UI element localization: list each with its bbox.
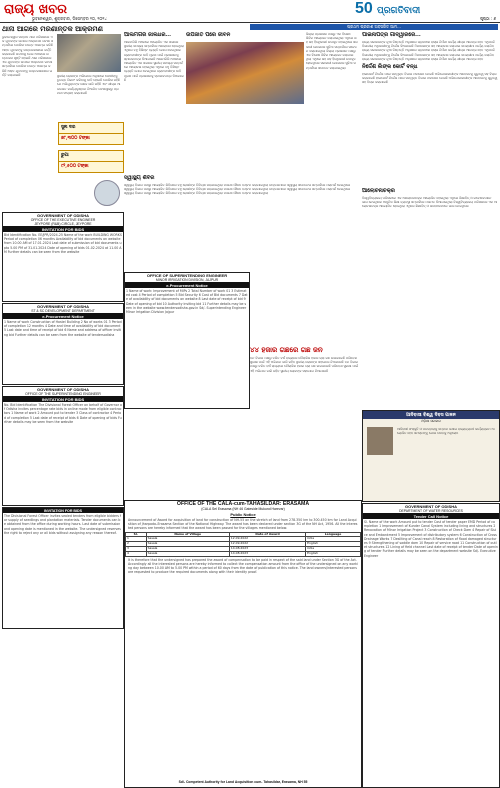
trees-headline: ୪୪ ହଜାର ଗଛରେ ଗଛ ଜନ xyxy=(250,345,323,354)
article-right xyxy=(362,32,498,187)
page-number: ପୃଷ୍ଠା : ୬ xyxy=(480,16,496,21)
table-cell: 14.08.2023 xyxy=(229,547,305,552)
tribal-ad-title: ଆଦିବାସୀ ବିଶ୍ୱ ଦିବସ ପାଳନ xyxy=(363,411,499,419)
col2-body: ଆଲମଗିରି ଅଞ୍ଚଳରେ ଆୟୋଜିତ ଏକ ସଭାରେ ସ୍ଥାନୀୟ ସମସ୍ୟା ସମ୍ପର୍କରେ ଆଲୋଚନା ହୋଇଥିଲା ଏଥିରେ ବହୁ ବିଶିଷ୍ଟ ବ୍ୟକ୍ତି ଯୋଗ ଦେଇଥିଲେ ଗ୍ରାମବାସୀଙ୍କ ଦାବି ପୂରଣ ପାଇଁ ପ୍ରଶାସନକୁ ସ୍ମାରକପତ୍ର ଦିଆଯାଇଛି ଆଲମଗିରି ଅଞ୍ଚଳରେ ଆୟୋଜିତ ଏକ ସଭାରେ ସ୍ଥାନୀୟ ସମସ୍ୟା ସମ୍ପର୍କରେ ଆଲୋଚନା ହୋଇଥିଲା ଏଥିରେ ବହୁ ବିଶିଷ୍ଟ ବ୍ୟକ୍ତି ଯୋଗ ଦେଇଥିଲେ ଗ୍ରାମବାସୀଙ୍କ ଦାବି ପୂରଣ ପାଇଁ ପ୍ରଶାସନକୁ ସ୍ମାରକପତ୍ର ଦିଆଯାଇଛି xyxy=(124,40,184,82)
ad4-title: GOVERNMENT OF ODISHA xyxy=(36,387,89,392)
disc-headline: ଆଲୋଚନାଚକ୍ର xyxy=(362,188,395,194)
award-table-col-header: Name of Village xyxy=(146,532,229,537)
lead-headline: ଥାନା ଆଗରେ ମରଣାନ୍ତକ ଆକ୍ରମଣ xyxy=(2,24,103,33)
masthead xyxy=(0,0,500,22)
ad2-title: OFFICE OF SUPERINTENDING ENGINEER xyxy=(146,273,228,278)
award-table-col-header: Date of Award xyxy=(229,532,305,537)
table-cell: Sasala xyxy=(146,551,229,556)
table-cell: 12.09.2022 xyxy=(229,542,305,547)
ad6-title: GOVERNMENT OF ODISHA xyxy=(404,504,457,509)
col3-headline: ଉପଜାତି ପରେ ଜୀବନ xyxy=(186,32,231,38)
lead-body: ଭୁବନେଶ୍ୱର ସମ୍ବାଦ ଥାନା ପରିସରରେ ଏକ ଯୁବକଙ୍କ ଉପରେ ଆକ୍ରମଣ ଘଟଣା ସମ୍ପର୍କରେ ପୋଲିସ ତଦନ୍ତ ଆରମ୍ଭ କରିଛି ଆହତ ଯୁବକଙ୍କୁ ଡାକ୍ତରଖାନାରେ ଭର୍ତ୍ତି କରାଯାଇଛି ଘଟଣାକୁ ନେଇ ଅଞ୍ଚଳରେ ଉତ୍ତେଜନା ସୃଷ୍ଟି ହୋଇଛି ଥାନା ପରିସରରେ ଏକ ଯୁବକଙ୍କ ଉପରେ ଆକ୍ରମଣ ଘଟଣା ସମ୍ପର୍କରେ ପୋଲିସ ତଦନ୍ତ ଆରମ୍ଭ କରିଛି ଆହତ ଯୁବକଙ୍କୁ ଡାକ୍ତରଖାନାରେ ଭର୍ତ୍ତି କରାଯାଇଛି xyxy=(2,35,54,77)
ad3-body: 1 Name of work Construction of Hostel Building 2 No of works 01 3 Period of completion 12 months 4 Date and time of availability of bid document 5 Last date and time of receipt of bid 6 Name and address of officer inviting bid Further details can be seen from the website of tendersodisha xyxy=(4,320,122,337)
ad5-band: Public Notice xyxy=(125,511,361,517)
lead-body-2: ସ୍ଥାନୀୟ ଲୋକଙ୍କ ଅଭିଯୋଗ ଅନୁସାରେ ଦୋଷୀଙ୍କୁ ତୁରନ୍ତ ଗିରଫ କରିବାକୁ ଦାବି ହୋଇଛି ପୋଲିସ କହିଛି ଯେ ଅଭିଯୁକ୍ତଙ୍କ ଖୋଜ ଜାରି ରହିଛି ଏବଂ ଶୀଘ୍ର ଆଇନଗତ କାର୍ଯ୍ୟାନୁଷ୍ଠାନ ନିଆଯିବ ଘଟଣାସ୍ଥଳରୁ ପ୍ରମାଣ ସଂଗ୍ରହ କରାଯାଇଛି xyxy=(57,74,121,95)
ad1-band: INVITATION FOR BIDS xyxy=(3,226,123,232)
table-cell: Sasala xyxy=(146,547,229,552)
tender-ad-4 xyxy=(2,386,124,506)
coin-icon xyxy=(94,180,120,206)
supplement-banner: ପ୍ରଥମ ପ୍ରକାଶ ଅବସରିତ ଆମ... xyxy=(250,24,498,30)
event-photo xyxy=(186,42,304,104)
award-table-col-header: Language xyxy=(306,532,361,537)
article-trees xyxy=(250,345,360,465)
ad6-subtitle: DEPARTMENT OF WATER RESOURCES xyxy=(399,509,463,513)
right-body: ରାଜ୍ୟ ସରକାରଙ୍କ ନୂଆ ନିଷ୍ପତ୍ତି ଅନୁସାରେ ଗ୍ରାମାଞ୍ଚଳ ରାସ୍ତା ନିର୍ମାଣ କାର୍ଯ୍ୟ ଶୀଘ୍ର ଆରମ୍ଭ ହେବ ଏଥିପାଇଁ ବିଭାଗୀୟ ଅଧିକାରୀଙ୍କୁ ନିର୍ଦ୍ଦେଶ ଦିଆଯାଇଛି ଠିକାଦାରଙ୍କ ସହ ଆଲୋଚନା କରାଯାଇ ସମୟସୀମା ଧାର୍ଯ୍ୟ କରାଯିବ ରାଜ୍ୟ ସରକାରଙ୍କ ନୂଆ ନିଷ୍ପତ୍ତି ଅନୁସାରେ ଗ୍ରାମାଞ୍ଚଳ ରାସ୍ତା ନିର୍ମାଣ କାର୍ଯ୍ୟ ଶୀଘ୍ର ଆରମ୍ଭ ହେବ ଏଥିପାଇଁ ବିଭାଗୀୟ ଅଧିକାରୀଙ୍କୁ ନିର୍ଦ୍ଦେଶ ଦିଆଯାଇଛି ଠିକାଦାରଙ୍କ ସହ ଆଲୋଚନା କରାଯାଇ ସମୟସୀମା ଧାର୍ଯ୍ୟ କରାଯିବ ରାଜ୍ୟ ସରକାରଙ୍କ ନୂଆ ନିଷ୍ପତ୍ତି ଅନୁସାରେ ଗ୍ରାମାଞ୍ଚଳ ରାସ୍ତା ନିର୍ମାଣ କାର୍ଯ୍ୟ ଶୀଘ୍ର ଆରମ୍ଭ ହେବ xyxy=(362,40,495,61)
gold-price-label: ସୁନା ଦର xyxy=(58,122,124,134)
ad5-body-2: It is therefore that the undersigned has prepared the award of compensation to be paid in respect of the said land under Section 3G of the Act. Accordingly all the interested persons are hereby informed to collect the compensation amount from the office of the undersigned on any working day between 10.00 AM to 5.00 PM within a period of 60 days from the date of publication of this notice. The land owners/interested persons are requested to produce the required documents along with their identity proof. xyxy=(128,557,358,575)
ad2-body: 1 Name of work: Improvement of MIPs 2 Total Number of work 01 3 Estimated cost 4 Period of completion 5 Bid Security 6 Cost of Bid documents 7 Date of availability of bid documents on website 8 Last date of receipt of bid 9 Date of opening of bid 10 Authority inviting bid 11 Further details may be seen in the website www.tendersodisha.gov.in Sd/- Superintending Engineer Minor Irrigation Division Jajpur xyxy=(126,289,248,315)
article-mid xyxy=(124,175,360,270)
table-cell: 2 xyxy=(126,542,147,547)
article-col2 xyxy=(124,32,184,172)
ad-left-bottom-band: INVITATION FOR BIDS xyxy=(3,508,123,513)
article-disc xyxy=(362,188,498,270)
tender-ad-water xyxy=(362,503,500,788)
table-cell: 12.09.2022 xyxy=(229,537,305,542)
ad1-body: Bid Identification No. EE/JPR/2024-25 Name of the work BUILDING WORKS Period of completion 06 months Availability of bid documents on website from 10.00 AM of 17.01.2024 Last date of submission of bid documents upto 5.00 PM of 31.01.2024 Date of opening of bids 01.02.2024 at 11.00 AM Further details can be seen from the website xyxy=(4,233,122,254)
table-row xyxy=(126,551,361,556)
silver-price-label: ରୁପା xyxy=(58,150,124,162)
ad4-body: No. Bid Identification The Divisional Forest Officer on behalf of Governor of Odisha invites percentage rate bids in online mode from eligible contractors 1 Name of work 2 Amount put to tender 3 Class of contractor 4 Period of completion 5 Last date of receipt of bids 6 Date of opening of bids Further details may be seen from the website xyxy=(4,403,122,424)
portrait-photo xyxy=(367,427,393,455)
public-notice-ad xyxy=(124,500,362,788)
mid-headline: ସ୍ୱାସ୍ଥ୍ୟ ଶିବିର xyxy=(124,175,155,181)
table-cell: English xyxy=(306,542,361,547)
ad-left-bottom-body: The Divisional Forest Officer invites sealed tenders from eligible bidders for supply of seedlings and plantation materials. Tender documents can be obtained from the office during working hours. Last date of submission and opening date is mentioned in the website. The undersigned reserves the right to reject any or all bids without assigning any reason thereof. xyxy=(4,514,122,535)
ad6-body: Sl. Name of the work Amount put to tender Cost of tender paper EMD Period of completion 1 Improvement of Kunder Canal System including lining and structures 2 Renovation of Minor Irrigation Project 3 Construction of Check Dam 4 Repair of Sluice and Embankment 5 Improvement of distributary system 6 Construction of Cross Drainage Works 7 Desilting of Canal reach 8 Restoration of flood damaged structures 9 Strengthening of saddle dam 10 Repair of service road 11 Construction of outlet structures 12 Lining of field channel Last date of receipt of tender Date of opening of tender Further details may be seen on the department website Sd/- Executive Engineer xyxy=(364,520,498,558)
ad1-subtitle: OFFICE OF THE EXECUTIVE ENGINEER xyxy=(30,218,96,222)
award-table xyxy=(125,532,361,557)
col4-body: ଜିଲ୍ଲା ପ୍ରଶାସନ ପକ୍ଷରୁ ଏକ ବିଶେଷ ଶିବିର ଆୟୋଜନ କରାଯାଇଥିଲା ଏଥିରେ ଶହ ଶହ ହିତାଧିକାରୀ ଉପକୃତ ହୋଇଥିଲେ ସରକାରୀ ଯୋଜନାର ସୁବିଧା ସମ୍ପର୍କରେ ସଚେତନ କରାଯାଇଥିଲା ଜିଲ୍ଲା ପ୍ରଶାସନ ପକ୍ଷରୁ ଏକ ବିଶେଷ ଶିବିର ଆୟୋଜନ କରାଯାଇଥିଲା ଏଥିରେ ଶହ ଶହ ହିତାଧିକାରୀ ଉପକୃତ ହୋଇଥିଲେ ସରକାରୀ ଯୋଜନାର ସୁବିଧା ସମ୍ପର୍କରେ ସଚେତନ କରାଯାଇଥିଲା xyxy=(306,32,358,70)
tender-ad-1 xyxy=(2,212,124,302)
ad6-band: Tender Call Notice xyxy=(363,513,499,519)
ad5-footer: Sd/- Competent Authority for Land Acquisition cum- Tahasildar, Erasama, NH 55 xyxy=(178,780,308,784)
brand-name: ପ୍ରଗତିବାଦୀ xyxy=(377,6,421,16)
dateline: ଭୁବନେଶ୍ୱର, ଶୁକ୍ରବାର, ଡିସେମ୍ବର ୨୦, ୨୦୨୪ xyxy=(32,16,107,21)
ad3-title: GOVERNMENT OF ODISHA xyxy=(36,304,89,309)
table-cell: Odia xyxy=(306,537,361,542)
tribal-ad-body: ଆଦିବାସୀ ସଂସ୍କୃତି ଓ ପରମ୍ପରାକୁ ସମ୍ମାନ ଜଣାଇ ରାଜ୍ୟବ୍ୟାପୀ କାର୍ଯ୍ୟକ୍ରମ ଆୟୋଜିତ ହେବ ସମସ୍ତଙ୍କୁ ଯୋଗ ଦେବାକୁ ଅନୁରୋଧ xyxy=(397,427,495,436)
table-cell: Sasala xyxy=(146,542,229,547)
table-cell: Odia xyxy=(306,547,361,552)
tender-ad-3 xyxy=(2,303,124,385)
ad2-subtitle: MINOR IRRIGATION DIVISION, JAJPUR xyxy=(155,278,219,282)
award-table-col-header: Sl. xyxy=(126,532,147,537)
ad5-title: OFFICE OF THE CALA-cum-TAHASILDAR: ERASAMA xyxy=(176,501,310,507)
tender-ad-left-bottom xyxy=(2,507,124,629)
table-cell: Sasala xyxy=(146,537,229,542)
table-cell: 3 xyxy=(126,547,147,552)
ad3-subtitle: ST & SC DEVELOPMENT DEPARTMENT xyxy=(31,309,95,313)
right-subheadline: ନିର୍ଦ୍ଦେଶ ଲିଙ୍କ କୋର୍ଟ ବନ୍ଧ xyxy=(362,64,418,71)
silver-price-value: ୯୨,୫୦୦ ଟଙ୍କା xyxy=(58,161,124,173)
table-cell: English xyxy=(306,551,361,556)
ad1-title: GOVERNMENT OF ODISHA xyxy=(36,213,89,218)
ad2-band: e-Procurement Notice xyxy=(125,282,249,288)
ad5-subtitle: (CALA Sel Erasama (NH 46 Gateside Mukund Harevar) xyxy=(201,507,285,511)
tender-ad-2 xyxy=(124,272,250,409)
ad1-subtitle2: JEYPORE (R&B) CIRCLE, JEYPORE xyxy=(34,222,92,226)
article-col4 xyxy=(306,32,358,172)
table-cell: 14.08.2023 xyxy=(229,551,305,556)
anniversary-number: 50 xyxy=(355,0,373,17)
table-cell: 1 xyxy=(126,537,147,542)
trees-body: ବନ ବିଭାଗ ପକ୍ଷରୁ ଚଳିତ ବର୍ଷ ରାଜ୍ୟରେ ଚୌରାଳିଶ ହଜାର ଚାରା ଗଛ ଲଗାଯାଇଛି ପରିବେଶ ସୁରକ୍ଷା ପାଇଁ ଏହି ଅଭିଯାନ ଜାରି ରହିବ ସ୍ଥାନୀୟ ଲୋକଙ୍କ ସହଯୋଗ ନିଆଯାଉଛି ବନ ବିଭାଗ ପକ୍ଷରୁ ଚଳିତ ବର୍ଷ ରାଜ୍ୟରେ ଚୌରାଳିଶ ହଜାର ଚାରା ଗଛ ଲଗାଯାଇଛି ପରିବେଶ ସୁରକ୍ଷା ପାଇଁ ଏହି ଅଭିଯାନ ଜାରି ରହିବ ସ୍ଥାନୀୟ ଲୋକଙ୍କ ସହଯୋଗ ନିଆଯାଉଛି xyxy=(250,356,359,373)
display-ad-tribal xyxy=(362,410,500,502)
col2-headline: ଆଲମଗିରି ଜାଲଧର... xyxy=(124,32,172,38)
right-headline: ପାଇଁନାପତ୍ର ଗାଁଦ୍ୱାରରେ... xyxy=(362,32,421,38)
ad5-body: Announcement of Award for acquisition of land for construction of NH-55 on the stretch of land from 278.350 km to 300.450 km for Land Acquisition of Jharpada–Erasama Section of the National Highway. The award has been declared under section 3G of the NH Act, 1956. All the interested persons are hereby informed that the award has been passed for the villages mentioned below. xyxy=(128,518,358,531)
masthead-divider xyxy=(0,22,500,23)
anniversary-logo xyxy=(355,2,500,18)
gold-price-value: ୭୮,୩୦୦ ଟଙ୍କା xyxy=(58,133,124,145)
table-cell: 4 xyxy=(126,551,147,556)
ad4-band: INVITATION FOR BIDS xyxy=(3,396,123,402)
tribal-ad-sub: ଓଡ଼ିଶା ସରକାର xyxy=(421,419,441,423)
mid-body: ସ୍ୱାସ୍ଥ୍ୟ ବିଭାଗ ପକ୍ଷରୁ ଆୟୋଜିତ ଶିବିରରେ ବହୁ ରୋଗୀଙ୍କ ଚିକିତ୍ସା କରାଯାଇଥିଲା ମାଗଣା ଔଷଧ ବଣ୍ଟନ କରାଯାଇଥିଲା ଡାକ୍ତରମାନେ ସ୍ୱାସ୍ଥ୍ୟ ସଚେତନତା ସମ୍ପର୍କରେ ପରାମର୍ଶ ଦେଇଥିଲେ ସ୍ୱାସ୍ଥ୍ୟ ବିଭାଗ ପକ୍ଷରୁ ଆୟୋଜିତ ଶିବିରରେ ବହୁ ରୋଗୀଙ୍କ ଚିକିତ୍ସା କରାଯାଇଥିଲା ମାଗଣା ଔଷଧ ବଣ୍ଟନ କରାଯାଇଥିଲା ଡାକ୍ତରମାନେ ସ୍ୱାସ୍ଥ୍ୟ ସଚେତନତା ସମ୍ପର୍କରେ ପରାମର୍ଶ ଦେଇଥିଲେ ସ୍ୱାସ୍ଥ୍ୟ ବିଭାଗ ପକ୍ଷରୁ ଆୟୋଜିତ ଶିବିରରେ ବହୁ ରୋଗୀଙ୍କ ଚିକିତ୍ସା କରାଯାଇଥିଲା ମାଗଣା ଔଷଧ ବଣ୍ଟନ କରାଯାଇଥିଲା xyxy=(124,183,351,196)
lead-photo xyxy=(57,34,121,72)
disc-body: ବିଶ୍ୱବିଦ୍ୟାଳୟ ପରିସରରେ ଏକ ଆଲୋଚନାଚକ୍ର ଆୟୋଜିତ ହୋଇଥିଲା ଏଥିରେ ଶିକ୍ଷାବିତ୍ ଓ ଗବେଷକମାନେ ଭାଗ ନେଇଥିଲେ ଆଧୁନିକ ଶିକ୍ଷା ବ୍ୟବସ୍ଥା ସମ୍ପର୍କରେ ମତାମତ ଦିଆଯାଇଥିଲା ବିଶ୍ୱବିଦ୍ୟାଳୟ ପରିସରରେ ଏକ ଆଲୋଚନାଚକ୍ର ଆୟୋଜିତ ହୋଇଥିଲା ଏଥିରେ ଶିକ୍ଷାବିତ୍ ଓ ଗବେଷକମାନେ ଭାଗ ନେଇଥିଲେ xyxy=(362,196,498,209)
newspaper-logo: ରାଜ୍ୟ ଖବର xyxy=(4,2,68,17)
right-body-2: ହାଇକୋର୍ଟ ନିର୍ଦ୍ଦେଶ ପରେ ସମ୍ପୃକ୍ତ ବିଭାଗ ପଦକ୍ଷେପ ନେଇଛି ଅଭିଯୋଗକାରୀଙ୍କ ଆବେଦନକୁ ଗୁରୁତ୍ୱ ସହ ବିଚାର କରାଯାଇଛି ହାଇକୋର୍ଟ ନିର୍ଦ୍ଦେଶ ପରେ ସମ୍ପୃକ୍ତ ବିଭାଗ ପଦକ୍ଷେପ ନେଇଛି ଅଭିଯୋଗକାରୀଙ୍କ ଆବେଦନକୁ ଗୁରୁତ୍ୱ ସହ ବିଚାର କରାଯାଇଛି xyxy=(362,72,498,85)
ad3-band: e-Procurement Notice xyxy=(3,313,123,319)
ad4-subtitle: OFFICE OF THE SUPERINTENDING ENGINEER xyxy=(25,392,101,396)
